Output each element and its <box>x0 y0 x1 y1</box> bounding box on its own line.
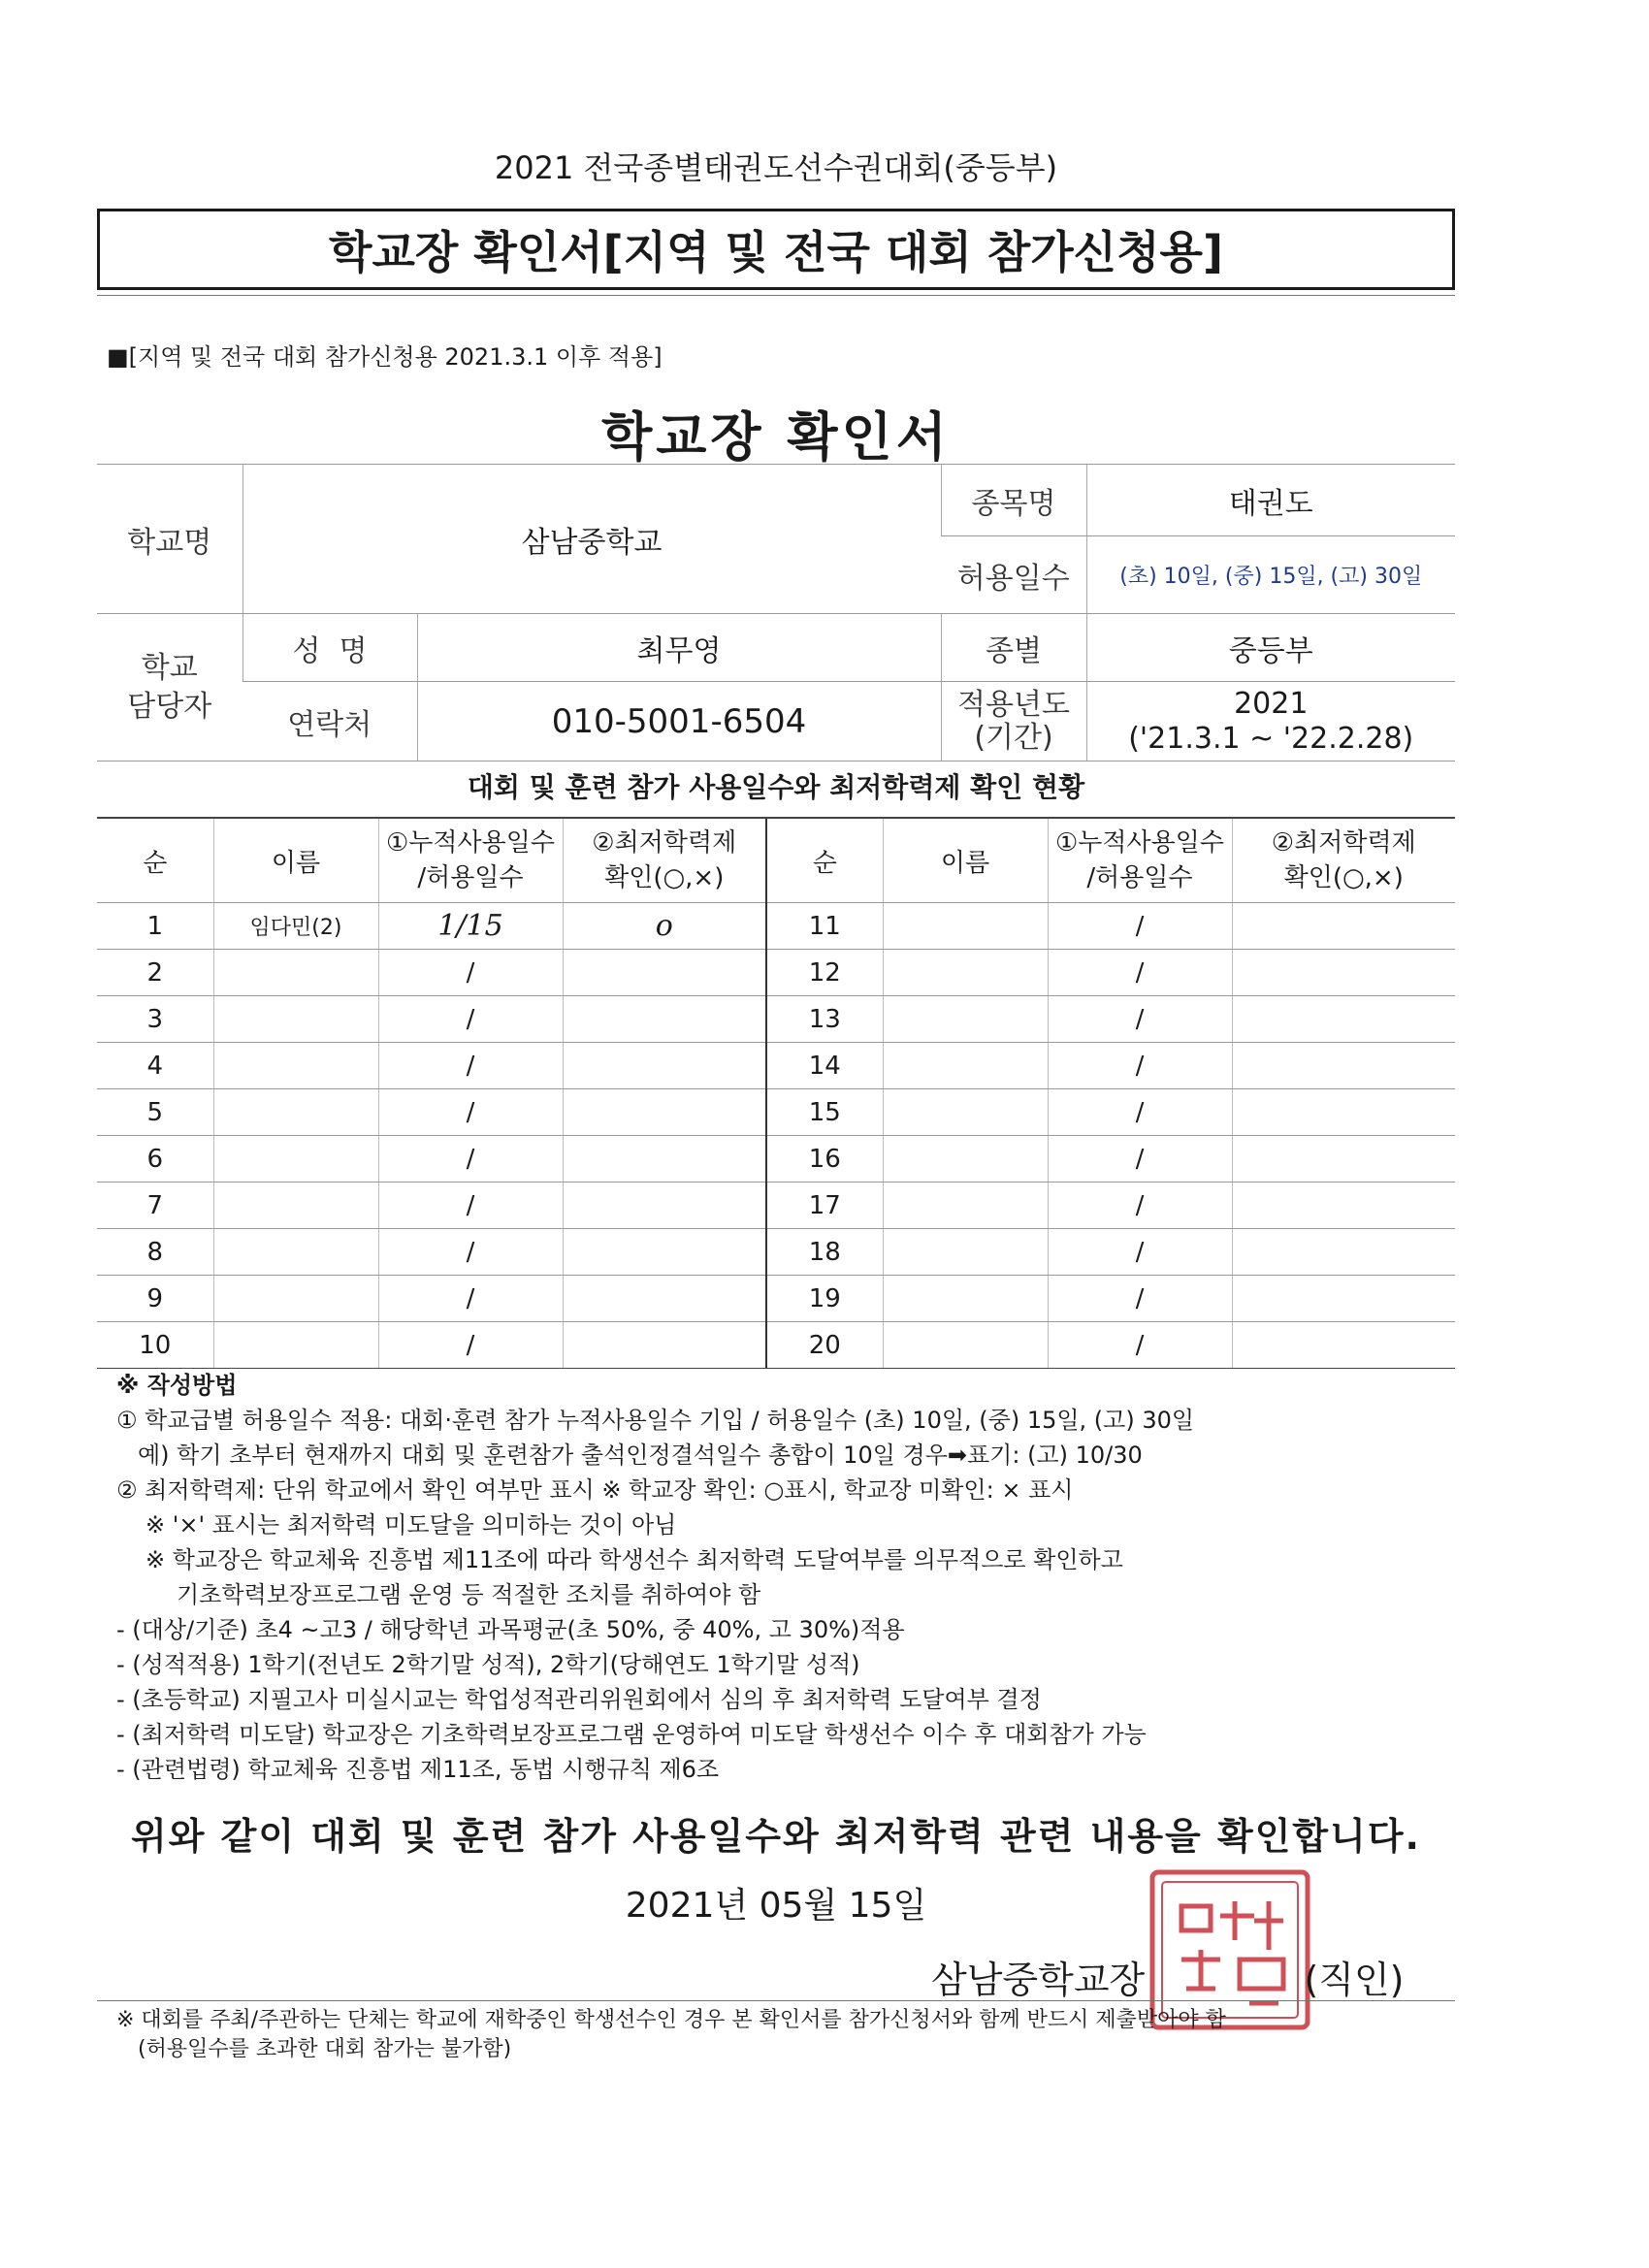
row-number: 12 <box>766 950 883 996</box>
school-value: 삼남중학교 <box>242 465 941 614</box>
form-title-box <box>97 209 1455 290</box>
table-row <box>97 903 1455 950</box>
student-name <box>213 1043 378 1089</box>
detail-below-minimum: - (최저학력 미도달) 학교장은 기초학력보장프로그램 운영하여 미도달 학생선수 이수 후 대회참가 가능 <box>116 1721 1147 1748</box>
header-no: 순 <box>766 818 883 903</box>
min-grade-check <box>1232 1089 1455 1136</box>
min-grade-check <box>563 996 766 1043</box>
used-days: / <box>1048 996 1232 1043</box>
header-no: 순 <box>97 818 213 903</box>
manager-label: 학교 담당자 <box>97 614 242 761</box>
document-title: 학교장 확인서 <box>601 406 951 468</box>
instruction-2-note-b: ※ 학교장은 학교체육 진흥법 제11조에 따라 학생선수 최저학력 도달여부를 의무적으로 확인하고 <box>146 1546 1123 1573</box>
table-row <box>97 1183 1455 1229</box>
seal-label: (직인) <box>1304 1959 1405 2001</box>
used-days: / <box>1048 1089 1232 1136</box>
used-days: 1/15 <box>378 903 563 950</box>
row-number: 9 <box>97 1276 213 1322</box>
contact-label: 연락처 <box>242 682 417 761</box>
used-days: / <box>1048 950 1232 996</box>
student-name <box>213 1322 378 1369</box>
detail-grades: - (성적적용) 1학기(전년도 2학기말 성적), 2학기(당해연도 1학기말 성적) <box>116 1651 860 1678</box>
row-number: 14 <box>766 1043 883 1089</box>
table-row <box>97 1322 1455 1369</box>
sport-label: 종목명 <box>941 465 1086 536</box>
min-grade-check <box>563 1183 766 1229</box>
row-number: 3 <box>97 996 213 1043</box>
instruction-1-example: 예) 학기 초부터 현재까지 대회 및 훈련참가 출석인정결석일수 총합이 10일 경우➡표기: (고) 10/30 <box>138 1442 1143 1469</box>
min-grade-check <box>1232 1276 1455 1322</box>
footer-note <box>116 2006 1474 2064</box>
section-title: 대회 및 훈련 참가 사용일수와 최저학력제 확인 현황 <box>467 771 1085 803</box>
table-row <box>97 1276 1455 1322</box>
student-name <box>213 1183 378 1229</box>
header-check: ②최저학력제 확인(○,×) <box>563 818 766 903</box>
category-value: 중등부 <box>1086 614 1455 682</box>
instructions-heading: ※ 작성방법 <box>116 1372 238 1399</box>
issue-date: 2021년 05월 15일 <box>625 1886 927 1926</box>
min-grade-check <box>563 950 766 996</box>
used-days: / <box>378 1043 563 1089</box>
student-name <box>883 996 1048 1043</box>
row-number: 1 <box>97 903 213 950</box>
row-number: 7 <box>97 1183 213 1229</box>
applicability-note: ■[지역 및 전국 대회 참가신청용 2021.3.1 이후 적용] <box>107 343 663 371</box>
min-grade-check <box>563 1089 766 1136</box>
instruction-1: ① 학교급별 허용일수 적용: 대회·훈련 참가 누적사용일수 기입 / 허용일수 (초) 10일, (중) 15일, (고) 30일 <box>116 1407 1195 1434</box>
min-grade-check <box>1232 1322 1455 1369</box>
instructions <box>116 1368 1474 1787</box>
confirmation-statement: 위와 같이 대회 및 훈련 참가 사용일수와 최저학력 관련 내용을 확인합니다. <box>131 1815 1421 1858</box>
row-number: 8 <box>97 1229 213 1276</box>
footer-line-1: ※ 대회를 주최/주관하는 단체는 학교에 재학중인 학생선수인 경우 본 확인서를 참가신청서와 함께 반드시 제출받아야 함 <box>116 2008 1226 2032</box>
header-name: 이름 <box>883 818 1048 903</box>
principal-signature <box>931 1950 1405 2003</box>
min-grade-check <box>1232 1136 1455 1183</box>
min-grade-check <box>563 1136 766 1183</box>
used-days: / <box>378 1322 563 1369</box>
row-number: 2 <box>97 950 213 996</box>
used-days: / <box>1048 1229 1232 1276</box>
min-grade-check: o <box>563 903 766 950</box>
used-days: / <box>378 950 563 996</box>
min-grade-check <box>563 1276 766 1322</box>
name-label: 성 명 <box>242 614 417 682</box>
row-number: 6 <box>97 1136 213 1183</box>
info-table <box>97 464 1455 761</box>
min-grade-check <box>1232 1229 1455 1276</box>
student-name <box>213 1089 378 1136</box>
row-number: 4 <box>97 1043 213 1089</box>
row-number: 16 <box>766 1136 883 1183</box>
table-row <box>97 1229 1455 1276</box>
detail-elementary: - (초등학교) 지필고사 미실시교는 학업성적관리위원회에서 심의 후 최저학력 도달여부 결정 <box>116 1686 1042 1713</box>
divider <box>97 2000 1455 2001</box>
detail-law: - (관련법령) 학교체육 진흥법 제11조, 동법 시행규칙 제6조 <box>116 1756 720 1783</box>
contact-value: 010-5001-6504 <box>417 682 941 761</box>
table-row <box>97 996 1455 1043</box>
used-days: / <box>1048 1043 1232 1089</box>
principal-name: 삼남중학교장 <box>931 1959 1146 2001</box>
header-days: ①누적사용일수 /허용일수 <box>378 818 563 903</box>
min-grade-check <box>563 1043 766 1089</box>
row-number: 17 <box>766 1183 883 1229</box>
row-number: 10 <box>97 1322 213 1369</box>
student-name <box>213 996 378 1043</box>
used-days: / <box>1048 1276 1232 1322</box>
student-name <box>213 1229 378 1276</box>
min-grade-check <box>1232 996 1455 1043</box>
divider <box>97 295 1455 296</box>
name-value: 최무영 <box>417 614 941 682</box>
sport-value: 태권도 <box>1086 465 1455 536</box>
year-value: 2021 ('21.3.1 ~ '22.2.28) <box>1086 682 1455 761</box>
header-name: 이름 <box>213 818 378 903</box>
student-name <box>883 1043 1048 1089</box>
table-row <box>97 1136 1455 1183</box>
instruction-2-note-a: ※ '×' 표시는 최저학력 미도달을 의미하는 것이 아님 <box>146 1511 677 1539</box>
min-grade-check <box>1232 903 1455 950</box>
student-name <box>883 1089 1048 1136</box>
allow-days-value: (초) 10일, (중) 15일, (고) 30일 <box>1086 536 1455 614</box>
school-label: 학교명 <box>97 465 242 614</box>
event-title: 2021 전국종별태권도선수권대회(중등부) <box>494 149 1058 186</box>
detail-target: - (대상/기준) 초4 ~고3 / 해당학년 과목평균(초 50%, 중 40%, 고 30%)적용 <box>116 1616 905 1643</box>
student-name <box>883 1183 1048 1229</box>
used-days: / <box>1048 1322 1232 1369</box>
min-grade-check <box>1232 1043 1455 1089</box>
used-days: / <box>378 1229 563 1276</box>
row-number: 18 <box>766 1229 883 1276</box>
row-number: 20 <box>766 1322 883 1369</box>
allow-days-label: 허용일수 <box>941 536 1086 614</box>
student-name <box>883 1229 1048 1276</box>
min-grade-check <box>1232 1183 1455 1229</box>
min-grade-check <box>563 1322 766 1369</box>
student-name <box>883 1276 1048 1322</box>
student-name <box>883 1136 1048 1183</box>
student-name <box>213 1276 378 1322</box>
student-name: 임다민(2) <box>213 903 378 950</box>
used-days: / <box>378 1089 563 1136</box>
row-number: 19 <box>766 1276 883 1322</box>
instruction-2: ② 최저학력제: 단위 학교에서 확인 여부만 표시 ※ 학교장 확인: ○표시, 학교장 미확인: × 표시 <box>116 1476 1074 1504</box>
roster-table <box>97 817 1455 1369</box>
used-days: / <box>1048 1183 1232 1229</box>
row-number: 15 <box>766 1089 883 1136</box>
used-days: / <box>378 1183 563 1229</box>
used-days: / <box>378 1276 563 1322</box>
form-title: 학교장 확인서[지역 및 전국 대회 참가신청용] <box>329 226 1223 278</box>
used-days: / <box>378 1136 563 1183</box>
student-name <box>883 903 1048 950</box>
row-number: 11 <box>766 903 883 950</box>
student-name <box>213 1136 378 1183</box>
used-days: / <box>378 996 563 1043</box>
min-grade-check <box>1232 950 1455 996</box>
row-number: 13 <box>766 996 883 1043</box>
year-label: 적용년도 (기간) <box>941 682 1086 761</box>
table-row <box>97 1043 1455 1089</box>
footer-line-2: (허용일수를 초과한 대회 참가는 불가함) <box>138 2037 512 2061</box>
student-name <box>883 1322 1048 1369</box>
header-days: ①누적사용일수 /허용일수 <box>1048 818 1232 903</box>
category-label: 종별 <box>941 614 1086 682</box>
roster-body <box>97 903 1455 1369</box>
used-days: / <box>1048 1136 1232 1183</box>
instruction-2-note-b-cont: 기초학력보장프로그램 운영 등 적절한 조치를 취하여야 함 <box>177 1581 761 1608</box>
header-check: ②최저학력제 확인(○,×) <box>1232 818 1455 903</box>
table-row <box>97 950 1455 996</box>
used-days: / <box>1048 903 1232 950</box>
student-name <box>213 950 378 996</box>
row-number: 5 <box>97 1089 213 1136</box>
table-row <box>97 1089 1455 1136</box>
min-grade-check <box>563 1229 766 1276</box>
student-name <box>883 950 1048 996</box>
